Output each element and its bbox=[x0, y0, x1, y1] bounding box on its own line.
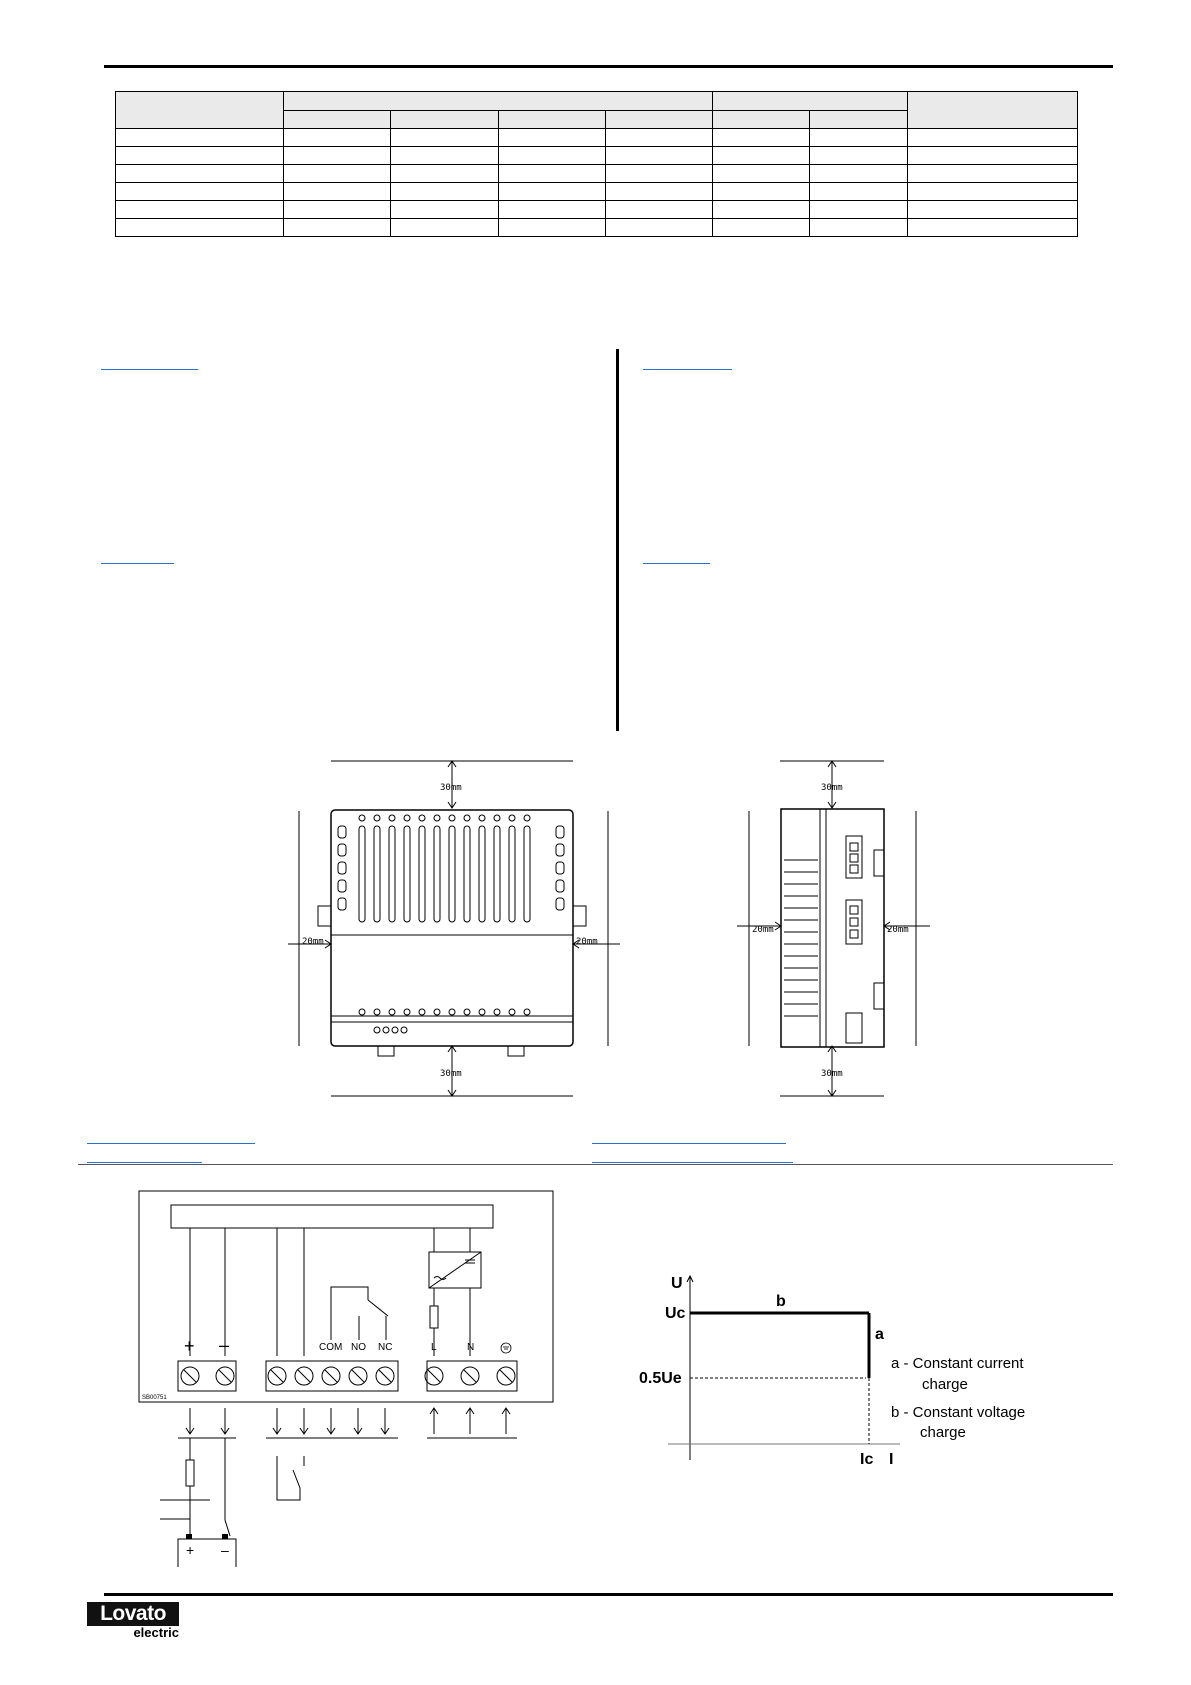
section-rule bbox=[78, 1164, 1113, 1165]
label-half-ue: 0.5Ue bbox=[639, 1370, 682, 1387]
front-top-clearance: 30mm bbox=[440, 783, 462, 793]
axis-u: U bbox=[671, 1275, 683, 1292]
vent-slot bbox=[374, 826, 380, 922]
vent-slot bbox=[464, 826, 470, 922]
vent-hole bbox=[359, 1009, 365, 1015]
vent-hole bbox=[509, 1009, 515, 1015]
screw-slot bbox=[219, 1370, 231, 1382]
heading-link-left-1[interactable] bbox=[101, 369, 198, 370]
vent-slot bbox=[494, 826, 500, 922]
terminal-screw bbox=[461, 1367, 479, 1385]
terminal-n: N bbox=[467, 1342, 475, 1353]
vent-hole bbox=[464, 1009, 470, 1015]
side-left-clearance: 20mm bbox=[752, 925, 774, 935]
legend-a-line1: a - Constant current bbox=[891, 1355, 1024, 1372]
terminal-l: L bbox=[431, 1342, 437, 1353]
terminal-hole bbox=[850, 918, 858, 926]
side-right-clearance: 20mm bbox=[887, 925, 909, 935]
terminal-hole bbox=[850, 843, 858, 851]
vent-slot bbox=[359, 826, 365, 922]
header-rule bbox=[104, 65, 1113, 68]
screw-slot bbox=[271, 1370, 283, 1382]
spec-table bbox=[115, 91, 1078, 237]
heading-link-right-2[interactable] bbox=[643, 563, 710, 564]
terminal-screw bbox=[497, 1367, 515, 1385]
vent-hole bbox=[479, 1009, 485, 1015]
battery-plus: + bbox=[186, 1542, 195, 1558]
heading-link-left-2[interactable] bbox=[101, 563, 174, 564]
side-bottom-clearance: 30mm bbox=[821, 1069, 843, 1079]
vent-hole bbox=[449, 1009, 455, 1015]
vent-hole bbox=[419, 815, 425, 821]
vent-hole bbox=[404, 815, 410, 821]
terminal-com: COM bbox=[319, 1342, 343, 1353]
vent-hole bbox=[389, 815, 395, 821]
heading-link-charge-2[interactable] bbox=[592, 1162, 793, 1163]
vent-slot bbox=[389, 826, 395, 922]
table-row bbox=[116, 201, 1078, 219]
footer-rule bbox=[104, 1593, 1113, 1596]
axis-i: I bbox=[889, 1451, 894, 1468]
screw-slot bbox=[325, 1370, 337, 1382]
terminal-nc: NC bbox=[378, 1342, 393, 1353]
legend-b-line1: b - Constant voltage bbox=[891, 1404, 1026, 1421]
side-top-clearance: 30mm bbox=[821, 783, 843, 793]
vent-hole bbox=[404, 1009, 410, 1015]
vent-hole bbox=[374, 815, 380, 821]
screw-slot bbox=[379, 1370, 391, 1382]
vent-hole bbox=[494, 815, 500, 821]
heading-link-wiring-2[interactable] bbox=[87, 1162, 202, 1163]
heading-link-charge-1[interactable] bbox=[592, 1143, 786, 1144]
terminal-screw bbox=[376, 1367, 394, 1385]
terminal-minus: – bbox=[219, 1335, 230, 1355]
vent-hole bbox=[434, 1009, 440, 1015]
terminal-plus: + bbox=[184, 1336, 195, 1356]
vent-hole bbox=[359, 815, 365, 821]
table-row bbox=[116, 147, 1078, 165]
legend-a-line2: charge bbox=[922, 1376, 968, 1393]
vent-slot bbox=[338, 826, 346, 838]
vent-slot bbox=[338, 844, 346, 856]
column-divider bbox=[616, 349, 619, 731]
screw-slot bbox=[464, 1370, 476, 1382]
terminal-hole bbox=[850, 906, 858, 914]
vent-slot bbox=[434, 826, 440, 922]
front-left-clearance: 20mm bbox=[302, 937, 324, 947]
label-uc: Uc bbox=[665, 1305, 686, 1322]
vent-hole bbox=[374, 1009, 380, 1015]
vent-slot bbox=[449, 826, 455, 922]
table-header-row bbox=[116, 92, 1078, 111]
vent-hole bbox=[494, 1009, 500, 1015]
vent-slot bbox=[338, 880, 346, 892]
vent-slot bbox=[404, 826, 410, 922]
vent-slot bbox=[556, 826, 564, 838]
vent-slot bbox=[419, 826, 425, 922]
vent-hole bbox=[464, 815, 470, 821]
terminal-screw bbox=[425, 1367, 443, 1385]
screw-slot bbox=[428, 1370, 440, 1382]
battery-minus: – bbox=[221, 1542, 229, 1558]
terminal-screw bbox=[349, 1367, 367, 1385]
vent-hole bbox=[509, 815, 515, 821]
vent-slot bbox=[556, 844, 564, 856]
vent-slot bbox=[338, 898, 346, 910]
vent-hole bbox=[524, 815, 530, 821]
terminal-no: NO bbox=[351, 1342, 366, 1353]
vent-slot bbox=[524, 826, 530, 922]
screw-slot bbox=[298, 1370, 310, 1382]
terminal-screw bbox=[322, 1367, 340, 1385]
vent-hole bbox=[479, 815, 485, 821]
vent-slot bbox=[556, 862, 564, 874]
mark-a: a bbox=[875, 1326, 884, 1343]
table-row bbox=[116, 165, 1078, 183]
logo-subtitle: electric bbox=[133, 1625, 179, 1640]
legend-b-line2: charge bbox=[920, 1424, 966, 1441]
terminal-screw bbox=[181, 1367, 199, 1385]
vent-hole bbox=[434, 815, 440, 821]
screw-slot bbox=[500, 1370, 512, 1382]
table-row bbox=[116, 183, 1078, 201]
terminal-hole bbox=[850, 854, 858, 862]
table-row bbox=[116, 129, 1078, 147]
terminal-screw bbox=[268, 1367, 286, 1385]
mark-b: b bbox=[776, 1293, 786, 1310]
label-ic: Ic bbox=[860, 1451, 874, 1468]
terminal-hole bbox=[850, 865, 858, 873]
vent-hole bbox=[389, 1009, 395, 1015]
terminal-screw bbox=[216, 1367, 234, 1385]
screw-slot bbox=[352, 1370, 364, 1382]
screw-slot bbox=[184, 1370, 196, 1382]
vent-hole bbox=[419, 1009, 425, 1015]
vent-slot bbox=[556, 898, 564, 910]
heading-link-right-1[interactable] bbox=[643, 369, 732, 370]
vent-slot bbox=[509, 826, 515, 922]
heading-link-wiring-1[interactable] bbox=[87, 1143, 255, 1144]
terminal-hole bbox=[850, 930, 858, 938]
drawing-code: SB00751 bbox=[142, 1395, 167, 1401]
vent-hole bbox=[449, 815, 455, 821]
front-right-clearance: 20mm bbox=[576, 937, 598, 947]
lovato-logo bbox=[87, 1602, 179, 1640]
vent-slot bbox=[479, 826, 485, 922]
table-row bbox=[116, 219, 1078, 237]
terminal-screw bbox=[295, 1367, 313, 1385]
vent-slot bbox=[338, 862, 346, 874]
front-bottom-clearance: 30mm bbox=[440, 1069, 462, 1079]
vent-hole bbox=[524, 1009, 530, 1015]
vent-slot bbox=[556, 880, 564, 892]
logo-wordmark: Lovato bbox=[87, 1602, 179, 1626]
